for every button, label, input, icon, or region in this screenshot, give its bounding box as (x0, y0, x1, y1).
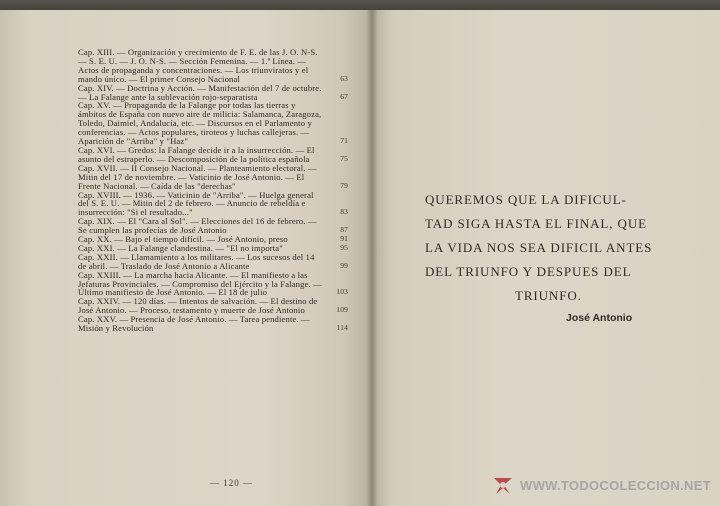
toc-entry (78, 48, 348, 84)
watermark (490, 472, 711, 498)
toc-entry-page: 114 (336, 323, 348, 333)
toc-entry-text: Cap. XXIII. — La marcha hacia Alicante. — El manifiesto a las Jefaturas Provinciales. — Compromiso del Ejército y la Falange. — Último manifiesto de José Antonio. — El 18 de julio (78, 269, 322, 298)
toc-entry-text: Cap. XX. — Bajo el tiempo difícil. — José Antonio, preso (78, 234, 288, 245)
toc-entry (78, 217, 348, 235)
toc-entry-text: Cap. XVI. — Gredos: la Falange decide ir a la insurrección. — El asunto del estraperlo. — Descomposición de la política española (78, 144, 315, 164)
quote-line: DEL TRIUNFO Y DESPUES DEL (425, 264, 632, 279)
toc-entry-page: 71 (340, 136, 348, 146)
toc-entry-text: Cap. XIX. — El "Cara al Sol". — Elecciones del 16 de febrero. — Se cumplen las profecías de José Antonio (78, 216, 317, 236)
toc-entry-page: 79 (340, 180, 348, 190)
toc-entry (78, 271, 348, 298)
toc-entry-text: Cap. XIV. — Doctrina y Acción. — Manifestación del 7 de octubre. — La Falange ante la sublevación rojo-separatista (78, 82, 322, 102)
toc-entry-text: Cap. XXV. — Presencia de José Antonio. — Tarea pendiente. — Misión y Revolución (78, 314, 310, 334)
toc-entry-text: Cap. XV. — Propaganda de la Falange por todas las tierras y ámbitos de España con nuevo aire de milicia: Salamanca, Zaragoza, Toledo, Daimiel, Andalucía, etc. — Discursos en el Parlamento y conferencias. — Actos populares, tiroteos y luchas callejeras. — Aparición de "Arriba" y "Haz" (78, 100, 322, 147)
quote-line: LA VIDA NOS SEA DIFICIL ANTES (425, 240, 653, 255)
epigraph-quote (425, 188, 675, 308)
quote-line: QUEREMOS QUE LA DIFICUL- (425, 192, 627, 207)
toc-entry (78, 101, 348, 146)
toc-entry-page: 63 (340, 73, 348, 83)
toc-entry-page: 99 (340, 260, 348, 270)
toc-entry (78, 164, 348, 191)
toc-entry-page: 83 (340, 207, 348, 217)
toc-entry (78, 146, 348, 164)
watermark-text: WWW.TODOCOLECCION.NET (520, 477, 711, 493)
toc-entry-page: 109 (336, 305, 348, 315)
toc-entry (78, 191, 348, 218)
page-number: — 120 — (210, 478, 253, 488)
toc-entry-page: 95 (340, 242, 348, 252)
toc-entry-text: Cap. XXIV. — 120 días. — Intentos de salvación. — El destino de José Antonio. — Proceso, testamento y muerte de José Antonio (78, 296, 318, 316)
toc-entry (78, 84, 348, 102)
toc-entry-page: 67 (340, 91, 348, 101)
quote-line: TAD SIGA HASTA EL FINAL, QUE (425, 216, 647, 231)
toc-entry-text: Cap. XVII. — II Consejo Nacional. — Planteamiento electoral. — Mitin del 17 de noviembre. — Vaticinio de José Antonio. — El Frente Nacional. — Caída de las "derechas" (78, 162, 317, 191)
toc-entry (78, 253, 348, 271)
toc-entry-text: Cap. XXI. — La Falange clandestina. — "El no importa" (78, 242, 283, 253)
quote-line: TRIUNFO. (515, 288, 582, 303)
toc-entry-page: 75 (340, 153, 348, 163)
toc-entry-text: Cap. XXII. — Llamamiento a los militares. — Los sucesos del 14 de abril. — Traslado de José Antonio a Alicante (78, 251, 315, 271)
toc-entry-text: Cap. XIII. — Organización y crecimiento de F. E. de las J. O. N-S. — S. E. U. — J. O. N-S. — Sección Femenina. — 1.ª Línea. — Actos de propaganda y concentraciones. — Los triunviratos y el mando único. — El primer Consejo Nacional (78, 47, 318, 84)
table-of-contents (78, 48, 348, 333)
book-gutter (366, 10, 378, 506)
toc-entry-page: 103 (336, 287, 348, 297)
quote-author: José Antonio (566, 312, 633, 324)
toc-entry-text: Cap. XVIII. — 1936. — Vaticinio de "Arriba". — Huelga general del S. E. U. — Mitin del 2 de febrero. — Anuncio de rebeldía e insurrección: "Si el resultado..." (78, 189, 314, 218)
toc-entry (78, 315, 348, 333)
todocoleccion-logo-icon (490, 472, 516, 498)
toc-entry-page: 87 (340, 225, 348, 235)
toc-entry-page: 91 (340, 234, 348, 244)
toc-entry (78, 297, 348, 315)
